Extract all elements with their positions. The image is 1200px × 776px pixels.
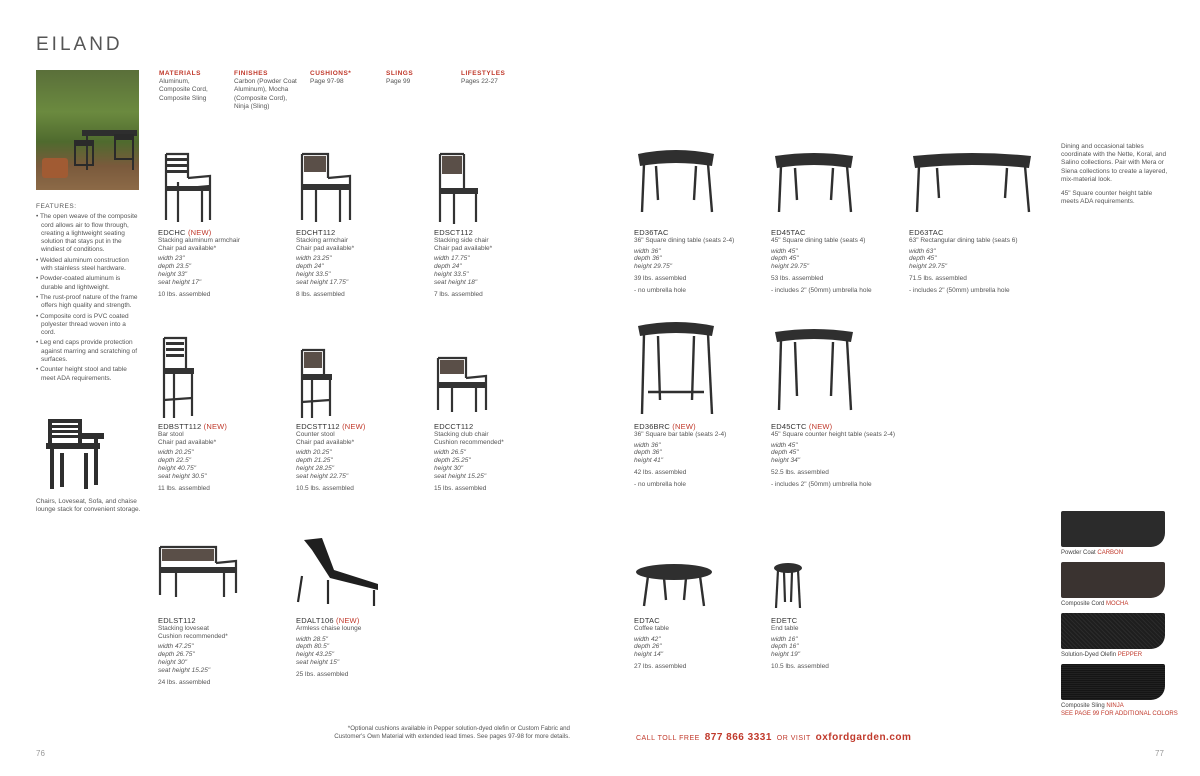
new-badge: (NEW) <box>187 228 212 237</box>
product-code: EDCSTT112 <box>296 422 340 431</box>
product-edcct112: EDCCT112 Stacking club chair Cushion recommended* width 26.5" depth 25.25" height 30" seat height 15.25" 15 lbs. assembled <box>434 422 504 492</box>
new-badge: (NEW) <box>203 422 228 431</box>
spec-lifestyles: LIFESTYLES Pages 22-27 <box>461 70 506 86</box>
feature-item: • Powder-coated aluminum is durable and lightweight. <box>36 275 142 292</box>
rectangular-dining-table-image <box>909 150 1035 216</box>
collection-note: Dining and occasional tables coordinate with the Nette, Koral, and Salino collections. Pair with Mera or Siena collections to create a layered, mix-material look. 45" Square counter height table meets ADA requirements. <box>1061 143 1168 206</box>
armchair-image <box>158 150 214 224</box>
stack-caption: Chairs, Loveseat, Sofa, and chaise lounge stack for convenient storage. <box>36 498 141 514</box>
product-code: EDTAC <box>634 616 660 625</box>
counter-stool-image <box>296 346 336 420</box>
bar-stool-image <box>158 334 198 420</box>
square-dining-table-image <box>634 148 718 216</box>
website-link[interactable]: oxfordgarden.com <box>815 732 912 743</box>
new-badge: (NEW) <box>342 422 366 431</box>
product-ed45ctc: ED45CTC (NEW) 45" Square counter height table (seats 2-4) width 45" depth 45" height 34" 52.5 lbs. assembled - includes 2" (50mm) umbrella hole <box>771 422 896 488</box>
feature-item: • The rust-proof nature of the frame offers high quality and strength. <box>36 294 142 311</box>
spec-slings: SLINGS Page 99 <box>386 70 414 86</box>
feature-item: • Composite cord is PVC coated polyester thread woven into a cord. <box>36 313 142 338</box>
coffee-table-image <box>634 560 714 610</box>
swatch-caption: Powder Coat CARBON <box>1061 550 1124 556</box>
counter-table-image <box>771 326 857 414</box>
product-code: EDSCT112 <box>434 228 473 237</box>
feature-item: • Leg end caps provide protection against marring and scratching of surfaces. <box>36 339 142 364</box>
page-number-right: 77 <box>1155 749 1164 758</box>
stacked-chairs-image <box>42 413 112 493</box>
product-ed45tac: ED45TAC 45" Square dining table (seats 4) width 45" depth 45" height 29.75" 53 lbs. assembled - includes 2" (50mm) umbrella hole <box>771 228 872 294</box>
spec-cushions: CUSHIONS* Page 97-98 <box>310 70 352 86</box>
product-code: EDCCT112 <box>434 422 474 431</box>
square-dining-table-45-image <box>771 150 857 216</box>
product-code: ED63TAC <box>909 228 944 237</box>
swatch-carbon <box>1061 511 1165 547</box>
product-code: ED45CTC <box>771 422 807 431</box>
product-ed36brc: ED36BRC (NEW) 36" Square bar table (seats 2-4) width 36" depth 36" height 41" 42 lbs. assembled - no umbrella hole <box>634 422 727 488</box>
product-code: EDCHC <box>158 228 186 237</box>
product-code: ED45TAC <box>771 228 806 237</box>
chaise-lounge-image <box>294 536 380 610</box>
features-list: FEATURES: • The open weave of the composite cord allows air to flow through, creating a lightweight seating solution that stays put in the windiest of conditions. • Welded aluminum construction with stainless steel hardware. • Powder-coated aluminum is durable and lightweight. • The rust-proof nature of the frame offers high quality and strength. • Composite cord is PVC coated polyester thread woven into a cord. • Leg end caps provide protection against marring and scratching of surfaces. • Counter height stool and table meet ADA requirements. <box>36 203 142 385</box>
product-edtac: EDTAC Coffee table width 42" depth 26" height 14" 27 lbs. assembled <box>634 616 687 670</box>
feature-item: • Counter height stool and table meet ADA requirements. <box>36 366 142 383</box>
side-chair-image <box>434 150 482 226</box>
cord-armchair-image <box>296 150 354 224</box>
loveseat-image <box>154 543 240 599</box>
new-badge: (NEW) <box>336 616 360 625</box>
product-ed63tac: ED63TAC 63" Rectangular dining table (seats 6) width 63" depth 45" height 29.75" 71.5 lbs. assembled - includes 2" (50mm) umbrella hole <box>909 228 1018 294</box>
end-table-image <box>771 560 805 610</box>
feature-item: • Welded aluminum construction with stainless steel hardware. <box>36 257 142 274</box>
product-code: ED36BRC <box>634 422 670 431</box>
product-edbstt112: EDBSTT112 (NEW) Bar stool Chair pad available* width 20.25" depth 22.5" height 40.75" seat height 30.5" 11 lbs. assembled <box>158 422 228 492</box>
product-code: EDBSTT112 <box>158 422 202 431</box>
new-badge: (NEW) <box>672 422 696 431</box>
product-edetc: EDETC End table width 16" depth 16" height 19" 10.5 lbs. assembled <box>771 616 829 670</box>
swatch-caption: Composite Cord MOCHA <box>1061 601 1129 607</box>
spec-materials: MATERIALS Aluminum, Composite Cord, Composite Sling <box>159 70 208 102</box>
product-code: EDALT106 <box>296 616 334 625</box>
product-edsct112: EDSCT112 Stacking side chair Chair pad available* width 17.75" depth 24" height 33.5" seat height 18" 7 lbs. assembled <box>434 228 493 298</box>
product-code: EDCHT112 <box>296 228 336 237</box>
contact-line: CALL TOLL FREE 877 866 3331 OR VISIT oxfordgarden.com <box>636 732 912 743</box>
feature-item: • The open weave of the composite cord allows air to flow through, creating a lightweight seating solution that stays put in the windiest of conditions. <box>36 213 142 254</box>
product-edcstt112: EDCSTT112 (NEW) Counter stool Chair pad available* width 20.25" depth 21.25" height 28.25" seat height 22.75" 10.5 lbs. assembled <box>296 422 366 492</box>
product-code: ED36TAC <box>634 228 669 237</box>
swatch-caption: Solution-Dyed Olefin PEPPER <box>1061 652 1143 658</box>
product-code: EDLST112 <box>158 616 196 625</box>
club-chair-image <box>432 354 490 414</box>
bar-table-image <box>634 320 718 418</box>
product-code: EDETC <box>771 616 798 625</box>
swatch-pepper <box>1061 613 1165 649</box>
product-edcht112: EDCHT112 Stacking armchair Chair pad available* width 23.25" depth 24" height 33.5" seat height 17.75" 8 lbs. assembled <box>296 228 355 298</box>
new-badge: (NEW) <box>808 422 833 431</box>
product-edchc: EDCHC (NEW) Stacking aluminum armchair Chair pad available* width 23" depth 23.5" height 33" seat height 17" 10 lbs. assembled <box>158 228 241 298</box>
product-ed36tac: ED36TAC 36" Square dining table (seats 2-4) width 36" depth 36" height 29.75" 39 lbs. assembled - no umbrella hole <box>634 228 735 294</box>
swatch-mocha <box>1061 562 1165 598</box>
cushion-footnote: *Optional cushions available in Pepper solution-dyed olefin or Custom Fabric and Customer's Own Material with extended lead times. See pages 97-98 for more details. <box>334 725 570 740</box>
swatch-ninja <box>1061 664 1165 700</box>
product-edalt106: EDALT106 (NEW) Armless chaise lounge width 28.5" depth 80.5" height 43.25" seat height 15" 25 lbs. assembled <box>296 616 362 678</box>
brand-title: EILAND <box>36 34 123 55</box>
swatch-caption: Composite Sling NINJA SEE PAGE 99 FOR ADDITIONAL COLORS <box>1061 703 1178 717</box>
product-edlst112: EDLST112 Stacking loveseat Cushion recommended* width 47.25" depth 26.75" height 30" seat height 15.25" 24 lbs. assembled <box>158 616 228 686</box>
lifestyle-photo <box>36 70 139 190</box>
page-number-left: 76 <box>36 749 45 758</box>
phone-number: 877 866 3331 <box>704 732 772 743</box>
spec-finishes: FINISHES Carbon (Powder Coat Aluminum), Mocha (Composite Cord), Ninja (Sling) <box>234 70 297 110</box>
